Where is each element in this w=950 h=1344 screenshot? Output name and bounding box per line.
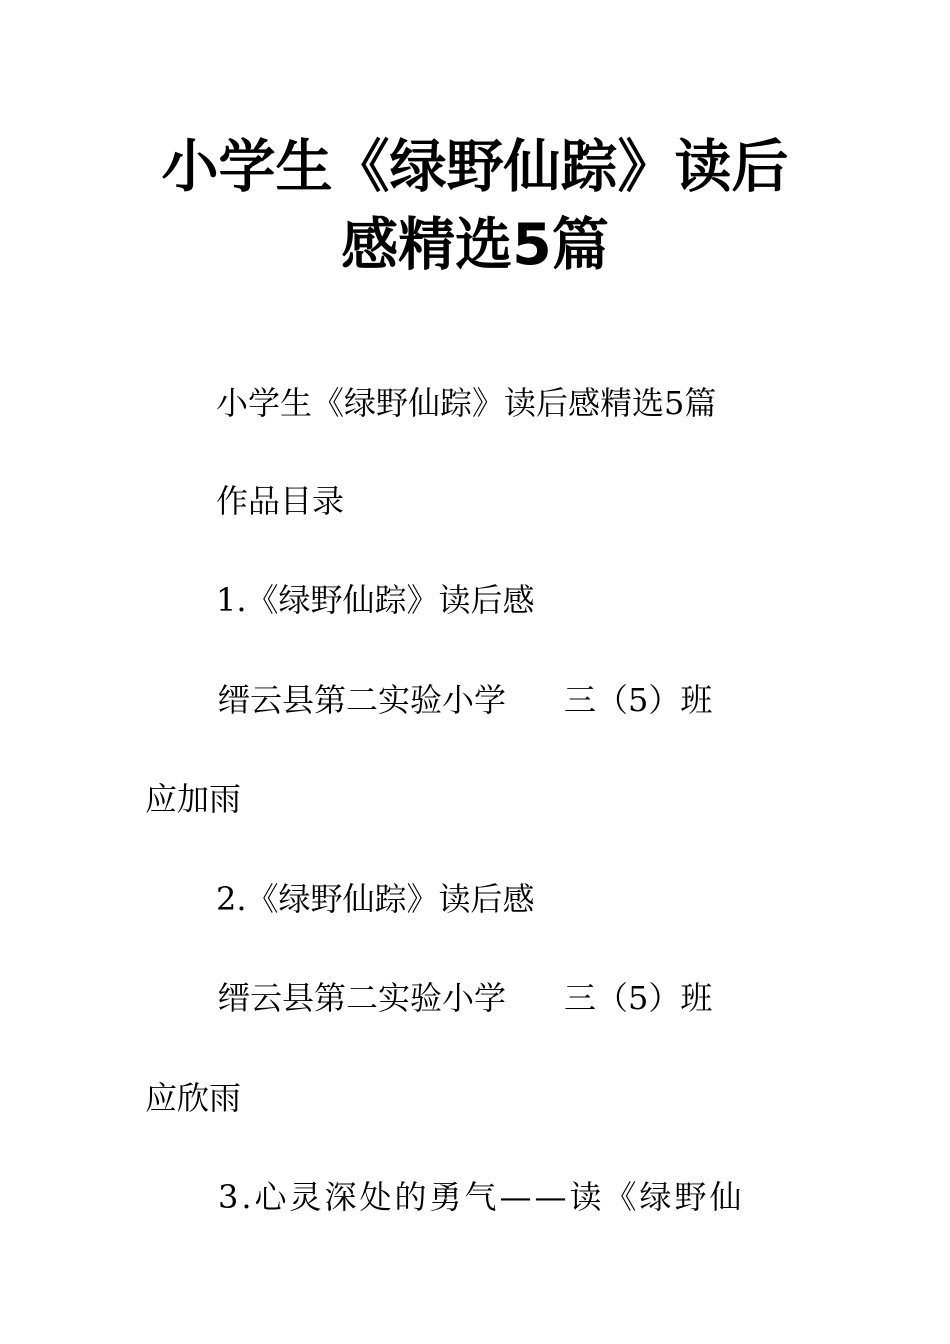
toc-heading: 作品目录 xyxy=(216,482,345,520)
document-title-line-1: 小学生《绿野仙踪》读后 xyxy=(161,134,789,200)
toc-item-2-class: 三（5）班 xyxy=(564,979,713,1017)
toc-item-2-author: 应欣雨 xyxy=(145,1079,242,1117)
document-subtitle: 小学生《绿野仙踪》读后感精选5篇 xyxy=(216,384,717,422)
toc-item-2-title: 2.《绿野仙踪》读后感 xyxy=(216,880,535,918)
document-title-line-2: 感精选5篇 xyxy=(341,212,609,278)
toc-item-2-byline xyxy=(218,976,712,1020)
toc-item-1-class: 三（5）班 xyxy=(564,681,713,719)
toc-item-1-title: 1.《绿野仙踪》读后感 xyxy=(216,581,535,619)
toc-item-2-school: 缙云县第二实验小学 xyxy=(218,979,507,1017)
toc-item-1-school: 缙云县第二实验小学 xyxy=(218,681,507,719)
toc-item-3-title: 3.心灵深处的勇气——读《绿野仙 xyxy=(218,1178,745,1216)
toc-item-1-byline xyxy=(218,678,712,722)
toc-item-1-author: 应加雨 xyxy=(145,780,242,818)
